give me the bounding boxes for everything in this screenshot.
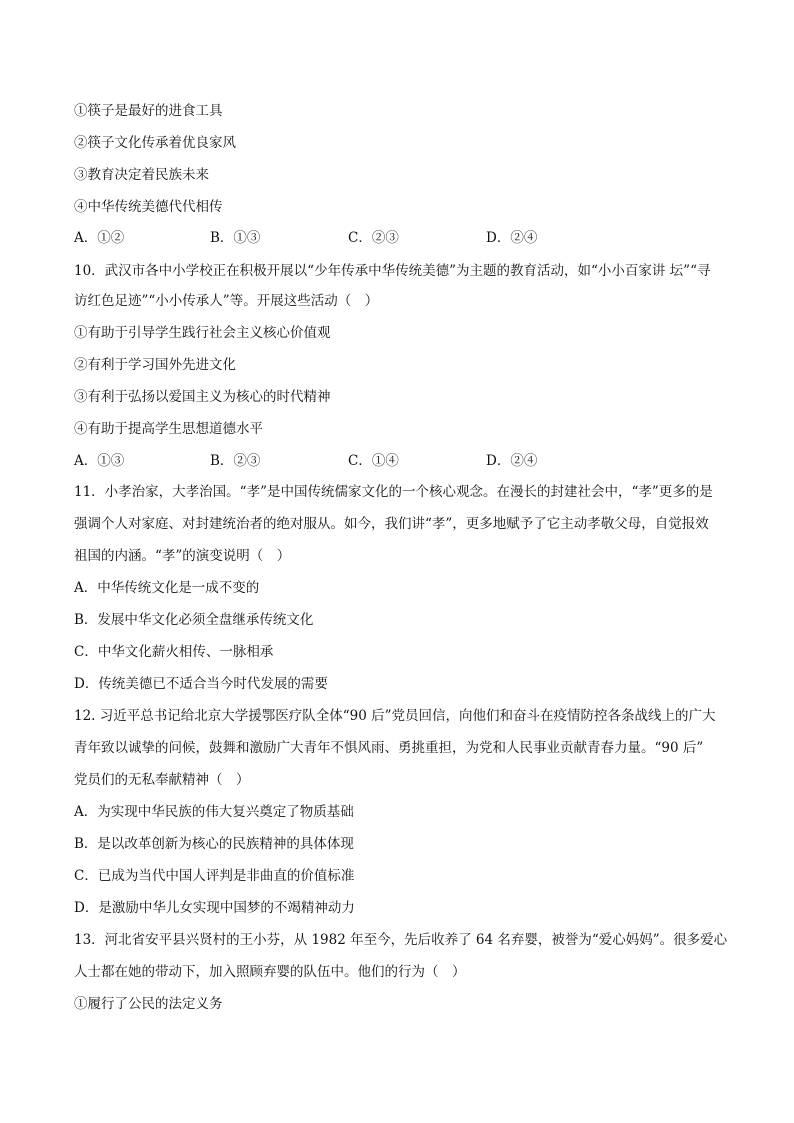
q10-item-1: ①有助于引导学生践行社会主义核心价值观 xyxy=(74,325,331,341)
q11-stem-line-2: 强调个人对家庭、对封建统治者的绝对服从。如今，我们讲“孝”，更多地赋予了它主动孝敬父母，自觉报效 xyxy=(74,516,709,532)
q12-stem-line-2: 青年致以诚挚的问候，鼓舞和激励广大青年不惧风雨、勇挑重担，为党和人民事业贡献青春力量。“90 后” xyxy=(74,740,704,756)
q10-option-d[interactable]: D．②④ xyxy=(486,453,538,469)
q11-stem-line-1: 11．小孝治家，大孝治国。“孝”是中国传统儒家文化的一个核心观念。在漫长的封建社会中，“孝”更多的是 xyxy=(74,484,713,500)
q12-option-b[interactable]: B．是以改革创新为核心的民族精神的具体体现 xyxy=(74,836,354,852)
q9-item-4: ④中华传统美德代代相传 xyxy=(74,199,223,215)
q13-stem-line-2: 人士都在她的带动下，加入照顾弃婴的队伍中。他们的行为（ ） xyxy=(74,964,466,980)
q12-option-a[interactable]: A．为实现中华民族的伟大复兴奠定了物质基础 xyxy=(74,804,354,820)
q9-option-d[interactable]: D．②④ xyxy=(486,230,538,246)
q13-item-1: ①履行了公民的法定义务 xyxy=(74,996,223,1012)
q10-item-2: ②有利于学习国外先进文化 xyxy=(74,357,236,373)
q9-item-3: ③教育决定着民族未来 xyxy=(74,167,209,183)
q11-option-b[interactable]: B．发展中华文化必须全盘继承传统文化 xyxy=(74,612,314,628)
q11-option-d[interactable]: D．传统美德已不适合当今时代发展的需要 xyxy=(74,676,328,692)
q13-stem-line-1: 13．河北省安平县兴贤村的王小芬，从 1982 年至今，先后收养了 64 名弃婴，被誉为“爱心妈妈”。很多爱心 xyxy=(74,932,728,948)
q10-option-b[interactable]: B．②③ xyxy=(210,453,261,469)
q9-item-1: ①筷子是最好的进食工具 xyxy=(74,103,223,119)
q11-option-c[interactable]: C．中华文化薪火相传、一脉相承 xyxy=(74,644,274,660)
q9-option-b[interactable]: B．①③ xyxy=(210,230,261,246)
q9-option-c[interactable]: C．②③ xyxy=(348,230,399,246)
q12-stem-line-1: 12. 习近平总书记给北京大学援鄂医疗队全体“90 后”党员回信，向他们和奋斗在疫情防控各条战线上的广大 xyxy=(74,708,716,724)
q10-option-a[interactable]: A．①③ xyxy=(74,453,125,469)
q11-option-a[interactable]: A．中华传统文化是一成不变的 xyxy=(74,580,260,596)
q12-option-c[interactable]: C．已成为当代中国人评判是非曲直的价值标准 xyxy=(74,868,355,884)
q9-item-2: ②筷子文化传承着优良家风 xyxy=(74,135,236,151)
q10-item-4: ④有助于提高学生思想道德水平 xyxy=(74,421,263,437)
q10-item-3: ③有利于弘扬以爱国主义为核心的时代精神 xyxy=(74,389,331,405)
q12-stem-line-3: 党员们的无私奉献精神（ ） xyxy=(74,772,250,788)
q10-stem-line-1: 10．武汉市各中小学校正在积极开展以“少年传承中华传统美德”为主题的教育活动，如“小小百家讲 坛”“寻 xyxy=(74,263,711,279)
q10-option-c[interactable]: C．①④ xyxy=(348,453,399,469)
q11-stem-line-3: 祖国的内涵。“孝”的演变说明（ ） xyxy=(74,548,291,564)
q9-option-a[interactable]: A．①② xyxy=(74,230,125,246)
q10-stem-line-2: 访红色足迹”“小小传承人”等。开展这些活动（ ） xyxy=(74,293,379,309)
q12-option-d[interactable]: D．是激励中华儿女实现中国梦的不竭精神动力 xyxy=(74,900,355,916)
